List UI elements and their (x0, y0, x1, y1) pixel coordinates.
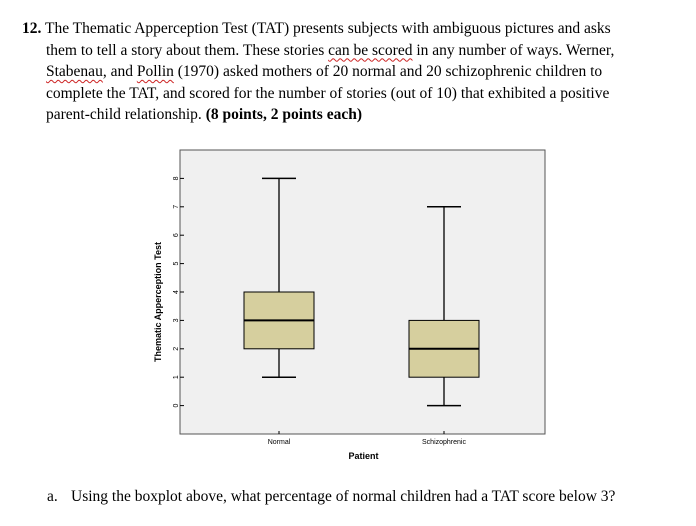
y-tick-label: 6 (173, 233, 180, 238)
points-note: (8 points, 2 points each) (205, 106, 362, 123)
flagged-word: can be scored (328, 41, 413, 59)
flagged-word: Stabenau (46, 63, 103, 80)
boxplot-chart (148, 148, 548, 468)
question-line-4: complete the TAT, and scored for the number of stories (out of 10) that exhibited a positive (46, 84, 610, 102)
y-axis-label: Thematic Apperception Test (153, 241, 163, 363)
x-axis-label: Patient (348, 451, 379, 461)
part-a-label: a. (47, 488, 58, 505)
question-line-2: them to tell a story about them. These stories can be scored in any number of ways. Werner, (46, 41, 615, 59)
y-tick-label: 3 (173, 318, 180, 323)
flagged-word: Pollin (136, 63, 174, 80)
y-tick-label: 8 (173, 176, 180, 181)
question-block (22, 18, 662, 126)
y-tick-label: 7 (173, 204, 180, 209)
y-tick-label: 2 (173, 346, 180, 351)
x-tick-label: Schizophrenic (422, 439, 466, 446)
y-tick-label: 1 (173, 375, 180, 380)
question-line-5: parent-child relationship. (46, 106, 206, 123)
y-tick-label: 0 (173, 403, 180, 408)
question-line-1: The Thematic Apperception Test (TAT) presents subjects with ambiguous pictures and asks (44, 20, 611, 37)
part-a (47, 488, 615, 506)
chart-root (153, 150, 545, 461)
x-tick-label: Normal (267, 439, 291, 446)
y-tick-label: 4 (173, 290, 180, 294)
plot-area (180, 150, 545, 434)
question-line-3: Stabenau, and Pollin (1970) asked mothers of 20 normal and 20 schizophrenic children to (46, 63, 603, 80)
question-number: 12. (22, 20, 42, 37)
part-a-text: Using the boxplot above, what percentage of normal children had a TAT score below 3? (71, 488, 616, 505)
y-tick-label: 5 (173, 261, 180, 266)
